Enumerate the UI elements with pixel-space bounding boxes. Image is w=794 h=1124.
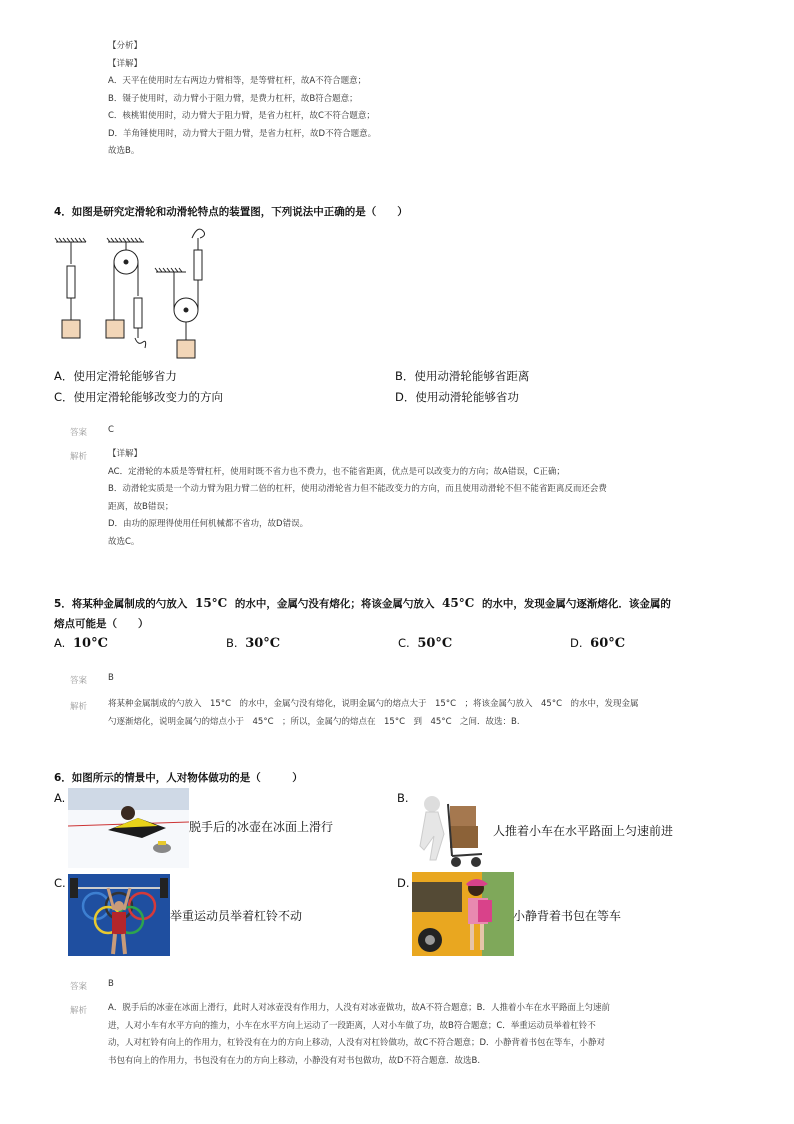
analysis-line: B．镊子使用时，动力臂小于阻力臂，是费力杠杆，故B符合题意；	[108, 93, 358, 104]
q6-analysis-label: 解析	[70, 1006, 88, 1016]
q6-analysis-block	[108, 1000, 610, 1070]
analysis-line: D．由功的原理得使用任何机械都不省功，故D错误。	[108, 519, 309, 529]
analysis-line: A．脱手后的冰壶在冰面上滑行，此时人对冰壶没有作用力，人没有对冰壶做功，故A不符合题意；B．人推着小车在水平路面上匀速前	[108, 1003, 610, 1013]
q5-stem-line2: 熔点可能是（ ）	[54, 618, 149, 630]
q4-option-b[interactable]: B．使用动滑轮能够省距离	[395, 369, 530, 383]
analysis-line: 勺逐渐熔化，说明金属勺的熔点小于 45°C ；所以，金属勺的熔点在 15°C 到 45°C 之间．故选：B.	[108, 716, 520, 727]
pulley-diagram	[52, 222, 212, 362]
q6-option-b-letter[interactable]: B.	[397, 791, 409, 805]
bus-stop-photo	[412, 872, 514, 956]
q6-caption-a: 脱手后的冰壶在冰面上滑行	[189, 820, 334, 834]
q6-option-c-letter[interactable]: C.	[54, 876, 66, 890]
analysis-line: 故选B。	[108, 146, 140, 156]
q5-stem	[54, 596, 671, 611]
analysis-line: AC．定滑轮的本质是等臂杠杆，使用时既不省力也不费力，也不能省距离，优点是可以改变力的方向；故A错误，C正确；	[108, 466, 565, 477]
q4-option-c[interactable]: C．使用定滑轮能够改变力的方向	[54, 390, 224, 404]
option-value: 50°C	[417, 636, 453, 651]
option-letter: A.	[54, 636, 66, 650]
xiangjie-label: 【详解】	[108, 58, 143, 69]
q5-answer: B	[108, 673, 114, 683]
analysis-line: B．动滑轮实质是一个动力臂为阻力臂二倍的杠杆，使用动滑轮省力但不能改变力的方向，而且使用动滑轮不但不能省距离反而还会费	[108, 484, 607, 494]
analysis-line: 动，人对杠铃有向上的作用力，杠铃没有在力的方向上移动，人没有对杠铃做功，故C不符合题意；D．小静背着书包在等车，小静对	[108, 1038, 605, 1048]
analysis-line: C．核桃钳使用时，动力臂大于阻力臂，是省力杠杆，故C不符合题意；	[108, 111, 375, 121]
q4-analysis-block	[108, 446, 607, 551]
q4-option-a[interactable]: A．使用定滑轮能够省力	[54, 369, 177, 383]
q6-answer-label: 答案	[70, 982, 88, 992]
analysis-line: 进，人对小车有水平方向的推力，小车在水平方向上运动了一段距离，人对小车做了功，故B符合题意；C．举重运动员举着杠铃不	[108, 1020, 596, 1031]
q4-answer-label: 答案	[70, 428, 88, 438]
option-letter: C.	[398, 636, 410, 650]
fenxi-label: 【分析】	[108, 41, 143, 51]
cart-photo	[410, 790, 492, 872]
q5-temp-45: 45°C	[442, 596, 475, 610]
curling-photo	[68, 788, 189, 868]
q4-answer: C	[108, 425, 114, 435]
q5-stem-part: 的水中，金属勺没有熔化；将该金属勺放入	[234, 598, 435, 610]
q5-answer-label: 答案	[70, 676, 88, 686]
analysis-line: D．羊角锤使用时，动力臂大于阻力臂，是省力杠杆，故D不符合题意。	[108, 128, 377, 139]
q5-option-d[interactable]	[570, 636, 625, 651]
q5-option-b[interactable]	[226, 636, 280, 651]
weightlifting-photo	[68, 874, 170, 956]
q5-temp-15: 15°C	[194, 596, 228, 610]
q4-stem: 4．如图是研究定滑轮和动滑轮特点的装置图，下列说法中正确的是（ ）	[54, 206, 408, 218]
q4-analysis-label: 解析	[70, 452, 88, 462]
option-letter: D.	[570, 636, 583, 650]
q6-caption-d: 小静背着书包在等车	[513, 909, 622, 923]
option-value: 10°C	[72, 636, 108, 651]
analysis-line: A．天平在使用时左右两边力臂相等，是等臂杠杆，故A不符合题意；	[108, 76, 367, 86]
q6-option-d-letter[interactable]: D.	[397, 876, 410, 890]
q6-caption-b: 人推着小车在水平路面上匀速前进	[493, 824, 674, 838]
q5-option-a[interactable]	[54, 636, 108, 651]
q3-analysis-block	[108, 38, 376, 161]
analysis-line: 书包有向上的作用力，书包没有在力的方向上移动，小静没有对书包做功，故D不符合题意．故选B.	[108, 1055, 481, 1066]
q5-stem-part: 5．将某种金属制成的勺放入	[54, 598, 188, 610]
analysis-line: 距离，故B错误；	[108, 501, 174, 512]
option-letter: B.	[226, 636, 238, 650]
q6-caption-c: 举重运动员举着杠铃不动	[170, 909, 303, 923]
q5-analysis-block	[108, 696, 639, 731]
q4-option-d[interactable]: D．使用动滑轮能够省功	[395, 390, 519, 404]
q5-option-c[interactable]	[398, 636, 452, 651]
option-value: 60°C	[590, 636, 626, 651]
analysis-line: 将某种金属制成的勺放入 15°C 的水中，金属勺没有熔化，说明金属勺的熔点大于 15°C ；将该金属勺放入 45°C 的水中，发现金属	[108, 699, 639, 709]
analysis-line: 故选C。	[108, 536, 140, 547]
xiangjie-label: 【详解】	[108, 449, 143, 459]
q5-stem-part: 的水中，发现金属勺逐渐熔化．该金属的	[481, 598, 671, 610]
q6-stem: 6．如图所示的情景中，人对物体做功的是（ ）	[54, 772, 303, 784]
q6-answer: B	[108, 979, 114, 989]
q6-option-a-letter[interactable]: A.	[54, 791, 66, 805]
q5-analysis-label: 解析	[70, 702, 88, 712]
option-value: 30°C	[245, 636, 281, 651]
